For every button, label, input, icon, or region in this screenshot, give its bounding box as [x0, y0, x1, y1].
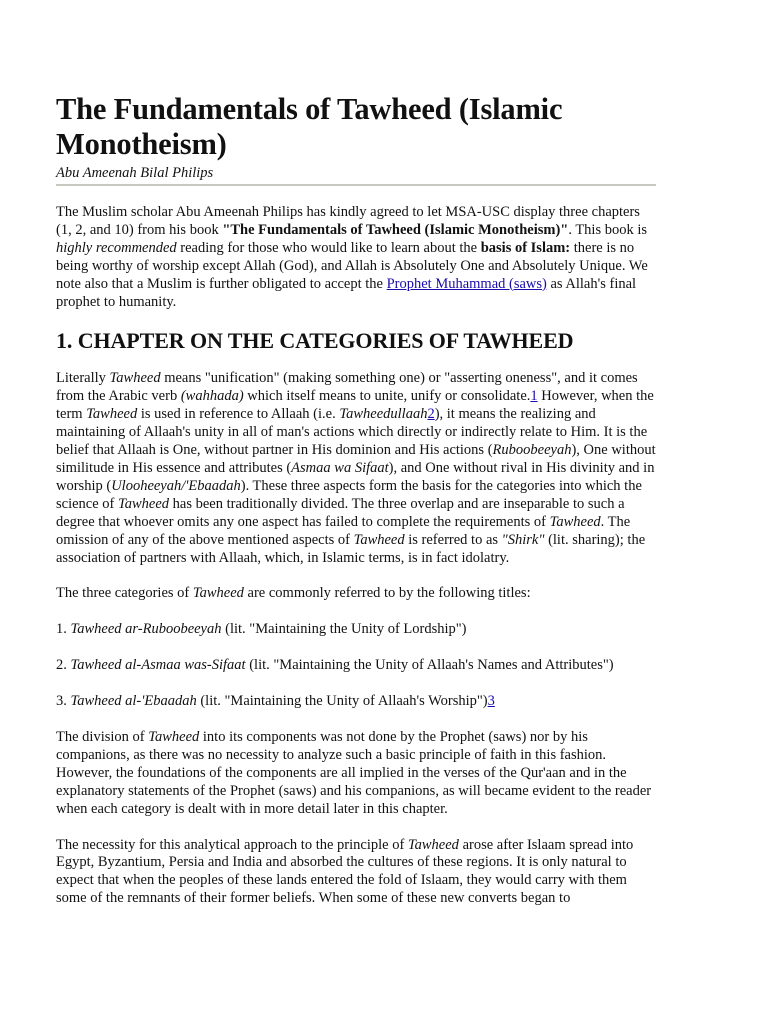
chapter-heading: 1. CHAPTER ON THE CATEGORIES OF TAWHEED [56, 328, 574, 354]
page-title: The Fundamentals of Tawheed (Islamic Monotheism) [56, 92, 563, 161]
categories-intro-paragraph: The three categories of Tawheed are commonly referred to by the following titles: [56, 585, 531, 602]
necessity-paragraph: The necessity for this analytical approach to the principle of Tawheed arose after Islaam spread into Egypt, Byzantium, Persia and India and absorbed the cultures of these regions. It is only natural to expect that when the peoples of these lands entered the fold of Islaam, they would carry with them some of the remnants of their former beliefs. When some of these new converts began to [56, 836, 634, 907]
footnote-ref-3[interactable]: 3 [487, 693, 495, 710]
document-page [56, 92, 656, 908]
footnote-ref-2[interactable]: 2 [427, 406, 435, 423]
author-byline: Abu Ameenah Bilal Philips [56, 164, 656, 186]
intro-paragraph: The Muslim scholar Abu Ameenah Philips has kindly agreed to let MSA-USC display three chapters (1, 2, and 10) from his book "The Fundamentals of Tawheed (Islamic Monotheism)". This book is highly recommended reading for those who would like to learn about the basis of Islam: there is no being worthy of worship except Allah (God), and Allah is Absolutely One and Absolutely Unique. We note also that a Muslim is further obligated to accept the Prophet Muhammad (saws) as Allah's final prophet to humanity. [56, 204, 648, 310]
book-title: "The Fundamentals of Tawheed (Islamic Monotheism)" [222, 221, 569, 238]
category-item-1: 1. Tawheed ar-Ruboobeeyah (lit. "Maintaining the Unity of Lordship") [56, 621, 467, 638]
tawheed-definition-paragraph: Literally Tawheed means "unification" (making something one) or "asserting oneness", and it comes from the Arabic verb (wahhada) which itself means to unite, unify or consolidate.1 However, when the term Tawheed is used in reference to Allaah (i.e. Tawheedullaah2), it means the realizing and maintaining of Allaah's unity in all of man's actions which directly or indirectly relate to Him. It is the belief that Allaah is One, without partner in His dominion and His actions (Ruboobeeyah), One without similitude in His essence and attributes (Asmaa wa Sifaat), and One without rival in His divinity and in worship (Ulooheeyah/'Ebaadah). These three aspects form the basis for the categories into which the science of Tawheed has been traditionally divided. The three overlap and are inseparable to such a degree that whoever omits any one aspect has failed to complete the requirements of Tawheed. The omission of any of the above mentioned aspects of Tawheed is referred to as "Shirk" (lit. sharing); the association of partners with Allaah, which, in Islamic terms, is in fact idolatry. [56, 370, 656, 566]
division-paragraph: The division of Tawheed into its components was not done by the Prophet (saws) nor by his companions, as there was no necessity to analyze such a basic principle of faith in this fashion. However, the foundations of the components are all implied in the verses of the Qur'aan and in the explanatory statements of the Prophet (saws) and his companions, as will became evident to the reader when each category is dealt with in more detail later in this chapter. [56, 729, 652, 817]
category-item-2: 2. Tawheed al-Asmaa was-Sifaat (lit. "Maintaining the Unity of Allaah's Names and Attributes") [56, 657, 614, 674]
category-item-3: 3. Tawheed al-'Ebaadah (lit. "Maintaining the Unity of Allaah's Worship")3 [56, 693, 495, 710]
footnote-ref-1[interactable]: 1 [530, 388, 538, 405]
prophet-muhammad-link[interactable]: Prophet Muhammad (saws) [386, 275, 547, 292]
